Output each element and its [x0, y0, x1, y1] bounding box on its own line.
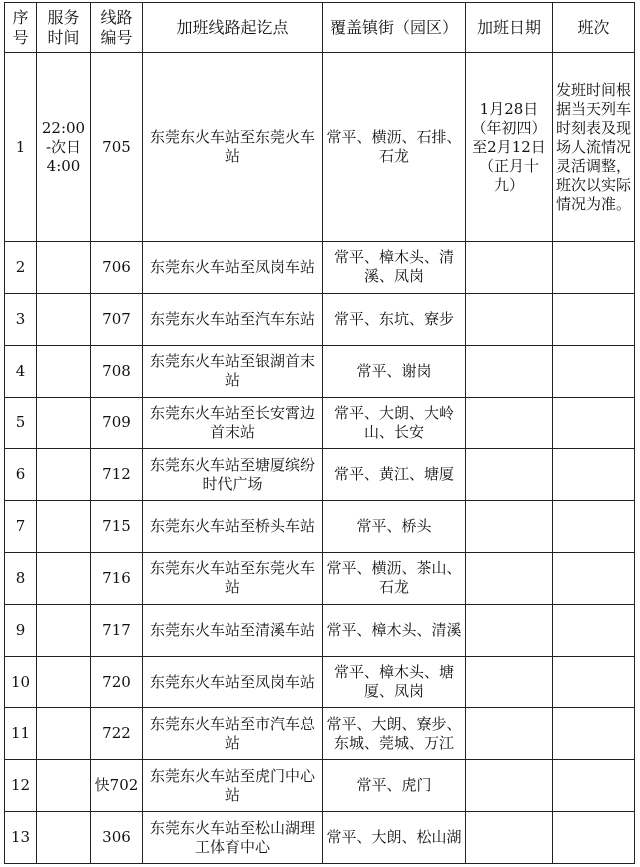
cell-route-no: 716 [91, 552, 143, 604]
table-row [5, 708, 635, 760]
cell-coverage: 常平、樟木头、清溪 [323, 604, 466, 656]
cell-schedule [553, 656, 635, 708]
table-row [5, 53, 635, 242]
cell-route-no: 715 [91, 501, 143, 553]
cell-schedule [553, 293, 635, 345]
cell-coverage: 常平、大朗、大岭山、长安 [323, 397, 466, 449]
cell-date [466, 708, 553, 760]
cell-service-time [37, 760, 91, 812]
cell-route-no: 快702 [91, 760, 143, 812]
header-seq: 序号 [5, 3, 37, 53]
table-row [5, 242, 635, 294]
header-schedule: 班次 [553, 3, 635, 53]
cell-seq: 7 [5, 501, 37, 553]
table-row [5, 397, 635, 449]
cell-date [466, 293, 553, 345]
cell-route: 东莞东火车站至东莞火车站 [143, 53, 323, 242]
header-route-no: 线路编号 [91, 3, 143, 53]
cell-seq: 1 [5, 53, 37, 242]
cell-service-time [37, 552, 91, 604]
cell-schedule [553, 501, 635, 553]
cell-route-no: 712 [91, 449, 143, 501]
cell-coverage: 常平、横沥、石排、石龙 [323, 53, 466, 242]
bus-schedule-table [4, 2, 635, 864]
cell-route: 东莞东火车站至银湖首末站 [143, 345, 323, 397]
cell-date [466, 345, 553, 397]
cell-schedule [553, 345, 635, 397]
cell-date [466, 501, 553, 553]
cell-seq: 2 [5, 242, 37, 294]
header-row [5, 3, 635, 53]
header-coverage: 覆盖镇街（园区） [323, 3, 466, 53]
cell-seq: 10 [5, 656, 37, 708]
cell-coverage: 常平、樟木头、清溪、凤岗 [323, 242, 466, 294]
cell-service-time [37, 345, 91, 397]
cell-schedule [553, 397, 635, 449]
cell-route: 东莞东火车站至凤岗车站 [143, 656, 323, 708]
cell-date [466, 760, 553, 812]
cell-seq: 5 [5, 397, 37, 449]
cell-schedule [553, 760, 635, 812]
cell-route-no: 306 [91, 812, 143, 864]
cell-route: 东莞东火车站至凤岗车站 [143, 242, 323, 294]
cell-service-time [37, 397, 91, 449]
cell-seq: 6 [5, 449, 37, 501]
cell-service-time [37, 604, 91, 656]
header-service-time: 服务时间 [37, 3, 91, 53]
cell-route: 东莞东火车站至市汽车总站 [143, 708, 323, 760]
cell-service-time: 22:00-次日4:00 [37, 53, 91, 242]
cell-route: 东莞东火车站至桥头车站 [143, 501, 323, 553]
cell-route: 东莞东火车站至东莞火车站 [143, 552, 323, 604]
cell-route-no: 717 [91, 604, 143, 656]
table-row [5, 604, 635, 656]
cell-date [466, 397, 553, 449]
cell-coverage: 常平、桥头 [323, 501, 466, 553]
cell-seq: 8 [5, 552, 37, 604]
header-route: 加班线路起讫点 [143, 3, 323, 53]
cell-date: 1月28日（年初四）至2月12日（正月十九） [466, 53, 553, 242]
cell-date [466, 552, 553, 604]
cell-service-time [37, 708, 91, 760]
table-row [5, 760, 635, 812]
cell-route-no: 720 [91, 656, 143, 708]
cell-route-no: 705 [91, 53, 143, 242]
cell-service-time [37, 501, 91, 553]
table-row [5, 812, 635, 864]
cell-seq: 12 [5, 760, 37, 812]
cell-coverage: 常平、大朗、松山湖 [323, 812, 466, 864]
cell-route: 东莞东火车站至清溪车站 [143, 604, 323, 656]
table-row [5, 449, 635, 501]
table-row [5, 345, 635, 397]
table-row [5, 501, 635, 553]
cell-schedule [553, 242, 635, 294]
cell-service-time [37, 242, 91, 294]
table-row [5, 656, 635, 708]
cell-date [466, 656, 553, 708]
cell-schedule [553, 708, 635, 760]
cell-service-time [37, 812, 91, 864]
cell-seq: 9 [5, 604, 37, 656]
header-date: 加班日期 [466, 3, 553, 53]
cell-service-time [37, 449, 91, 501]
cell-coverage: 常平、大朗、寮步、东城、莞城、万江 [323, 708, 466, 760]
cell-route: 东莞东火车站至松山湖理工体育中心 [143, 812, 323, 864]
cell-seq: 13 [5, 812, 37, 864]
cell-date [466, 812, 553, 864]
cell-route-no: 722 [91, 708, 143, 760]
cell-coverage: 常平、虎门 [323, 760, 466, 812]
cell-seq: 3 [5, 293, 37, 345]
cell-route: 东莞东火车站至虎门中心站 [143, 760, 323, 812]
cell-route: 东莞东火车站至汽车东站 [143, 293, 323, 345]
cell-route-no: 709 [91, 397, 143, 449]
cell-schedule [553, 812, 635, 864]
cell-date [466, 449, 553, 501]
cell-schedule [553, 604, 635, 656]
cell-schedule [553, 552, 635, 604]
cell-coverage: 常平、樟木头、塘厦、凤岗 [323, 656, 466, 708]
cell-coverage: 常平、横沥、茶山、石龙 [323, 552, 466, 604]
cell-schedule: 发班时间根据当天列车时刻表及现场人流情况灵活调整，班次以实际情况为准。 [553, 53, 635, 242]
cell-seq: 11 [5, 708, 37, 760]
table-row [5, 552, 635, 604]
cell-route: 东莞东火车站至长安霄边首末站 [143, 397, 323, 449]
cell-coverage: 常平、黄江、塘厦 [323, 449, 466, 501]
cell-date [466, 604, 553, 656]
cell-schedule [553, 449, 635, 501]
cell-service-time [37, 293, 91, 345]
cell-seq: 4 [5, 345, 37, 397]
cell-route: 东莞东火车站至塘厦缤纷时代广场 [143, 449, 323, 501]
cell-route-no: 708 [91, 345, 143, 397]
cell-date [466, 242, 553, 294]
table-row [5, 293, 635, 345]
cell-service-time [37, 656, 91, 708]
cell-route-no: 706 [91, 242, 143, 294]
cell-route-no: 707 [91, 293, 143, 345]
cell-coverage: 常平、谢岗 [323, 345, 466, 397]
cell-coverage: 常平、东坑、寮步 [323, 293, 466, 345]
